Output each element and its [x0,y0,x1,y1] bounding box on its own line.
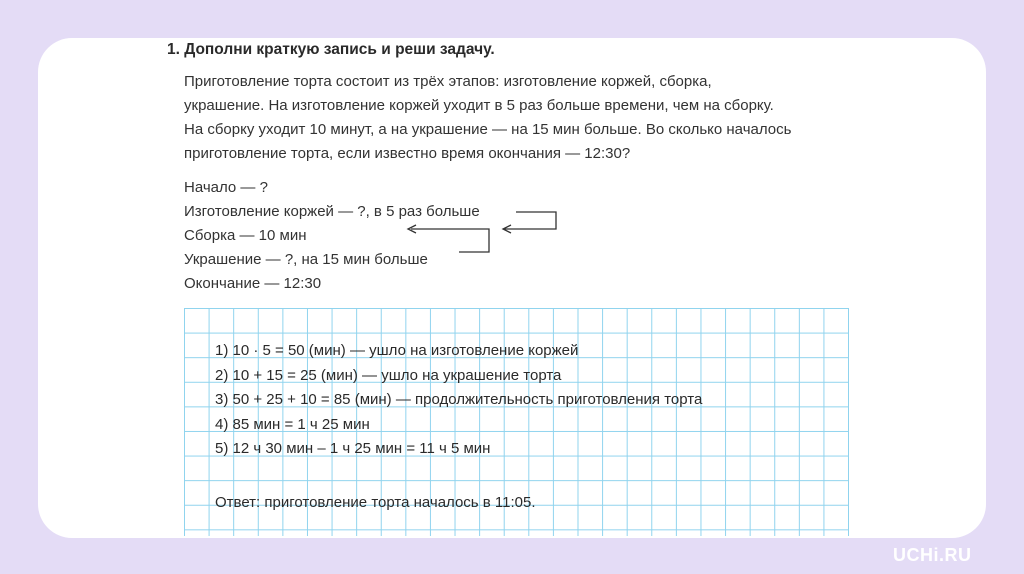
solution-step: 5) 12 ч 30 мин – 1 ч 25 мин = 11 ч 5 мин [215,440,491,458]
note-start: Начало — ? [184,179,268,196]
note-decoration: Украшение — ?, на 15 мин больше [184,251,428,268]
task-heading: 1. Дополни краткую запись и реши задачу. [167,41,495,58]
task-text-line: приготовление торта, если известно время окончания — 12:30? [184,145,631,162]
task-text-line: украшение. На изготовление коржей уходит в 5 раз больше времени, чем на сборку. [184,97,774,114]
solution-step: 2) 10 + 15 = 25 (мин) — ушло на украшение торта [215,366,562,384]
task-text-line: На сборку уходит 10 минут, а на украшение — на 15 мин больше. Во сколько началось [184,121,792,138]
solution-step: 4) 85 мин = 1 ч 25 мин [215,415,370,433]
solution-step: 3) 50 + 25 + 10 = 85 (мин) — продолжительность приготовления торта [215,391,703,409]
note-crusts: Изготовление коржей — ?, в 5 раз больше [184,203,480,220]
task-text-line: Приготовление торта состоит из трёх этапов: изготовление коржей, сборка, [184,73,712,90]
arrow-crusts-to-assembly [503,212,556,233]
arrow-decoration-to-assembly [408,225,489,252]
uchi-logo: UCHi.RU [893,545,972,565]
note-assembly: Сборка — 10 мин [184,227,307,244]
answer-line: Ответ: приготовление торта началось в 11:05. [215,494,536,511]
solution-steps [215,339,702,462]
note-end: Окончание — 12:30 [184,275,322,292]
solution-step: 1) 10 · 5 = 50 (мин) — ушло на изготовление коржей [215,342,579,359]
